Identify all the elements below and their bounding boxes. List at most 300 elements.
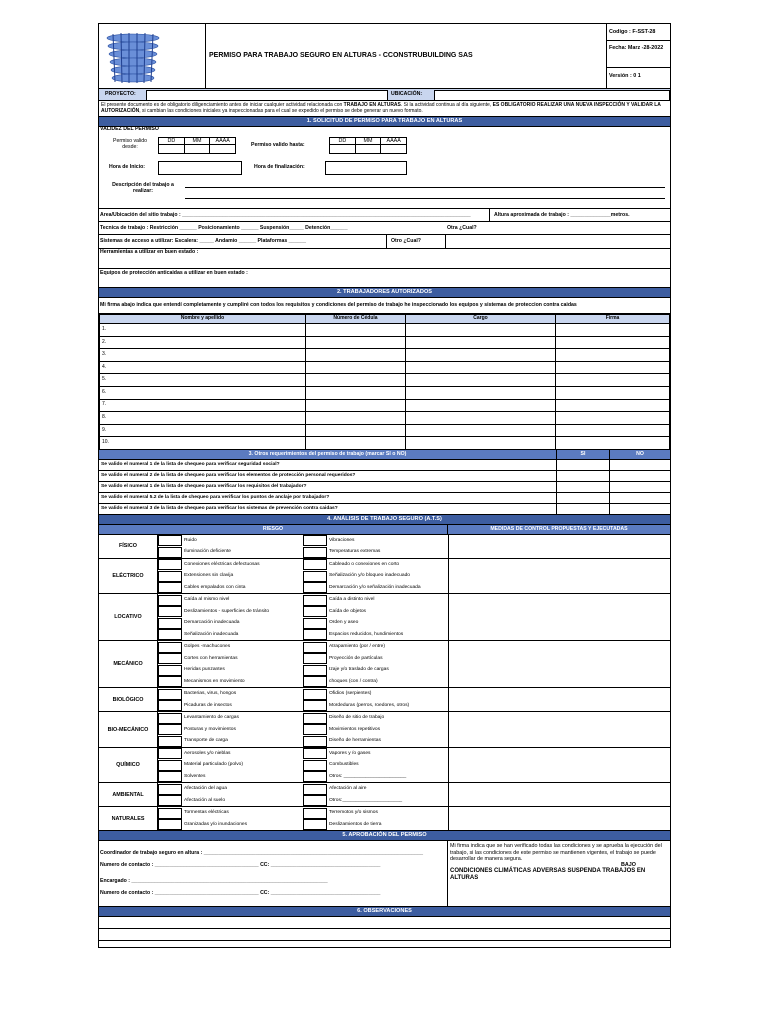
- risk-group-name: NATURALES: [99, 807, 158, 830]
- risk-group: [99, 535, 670, 559]
- worker-cell[interactable]: [406, 399, 556, 412]
- risk-item: [303, 642, 448, 653]
- risk-item-label: Ruido: [184, 537, 197, 543]
- risk-checkbox[interactable]: [158, 808, 182, 819]
- worker-cell[interactable]: [306, 324, 406, 337]
- access-row: [99, 235, 670, 249]
- section-4-title: 4. ANÁLISIS DE TRABAJO SEGURO (A.T.S): [99, 515, 670, 525]
- risk-column-left: [158, 748, 303, 783]
- risk-item: [158, 582, 303, 593]
- valid-from-label: Permiso valido desde:: [112, 138, 148, 150]
- risk-checkbox[interactable]: [303, 736, 327, 747]
- worker-cell[interactable]: [556, 437, 670, 450]
- risk-item-label: Ofidios (serpientes): [329, 691, 372, 697]
- requirement-no-cell[interactable]: [609, 504, 670, 514]
- worker-cell[interactable]: [556, 386, 670, 399]
- risk-group: [99, 783, 670, 807]
- risk-checkbox[interactable]: [303, 653, 327, 664]
- risk-checkbox[interactable]: [303, 808, 327, 819]
- risk-item-label: Orden y aseo: [329, 620, 359, 626]
- risk-item: [158, 784, 303, 795]
- risk-item: [303, 547, 448, 558]
- risk-checkbox[interactable]: [158, 748, 182, 759]
- validity-block: [99, 127, 670, 209]
- company-logo: [99, 24, 206, 88]
- worker-cell[interactable]: [406, 324, 556, 337]
- risk-item-label: Heridas punzantes: [184, 667, 225, 673]
- risk-item: [158, 795, 303, 806]
- requirement-text: Se valido el numeral 1 de la lista de chequeo para verificar seguridad social?: [101, 461, 280, 467]
- worker-row[interactable]: [100, 399, 670, 412]
- risk-checkbox[interactable]: [158, 771, 182, 782]
- requirement-text: Se valido el numeral 3 de la lista de chequeo para verificar los sistemas de prevención contra caidas?: [101, 505, 338, 511]
- risk-item-label: Aerosoles y/o nieblas: [184, 750, 231, 756]
- requirement-yes-cell[interactable]: [556, 471, 609, 481]
- requirement-no-cell[interactable]: [609, 471, 670, 481]
- requirement-no-cell[interactable]: [609, 482, 670, 492]
- risk-item: [303, 676, 448, 687]
- risk-item-label: Transporte de carga: [184, 738, 228, 744]
- risk-item-label: Demarcación y/o señalización inadecuada: [329, 584, 421, 590]
- risk-group-name: FÍSICO: [99, 535, 158, 558]
- risk-item: [158, 653, 303, 664]
- project-row: [99, 89, 670, 101]
- risk-column-right: [303, 688, 448, 711]
- risk-checkbox[interactable]: [303, 819, 327, 830]
- worker-cell[interactable]: [556, 424, 670, 437]
- risk-group-name: BIOLÓGICO: [99, 688, 158, 711]
- requirement-no-cell[interactable]: [609, 493, 670, 503]
- risk-item: [303, 784, 448, 795]
- control-measures-cell[interactable]: [448, 688, 670, 711]
- risk-item-label: Extensiones sin clavija: [184, 573, 234, 579]
- risk-item-label: Diseño de sitio de trabajo: [329, 715, 385, 721]
- worker-row-number[interactable]: 3.: [100, 349, 306, 362]
- risk-checkbox[interactable]: [158, 784, 182, 795]
- col-id: Número de Cédula: [306, 315, 406, 324]
- coordinator-line[interactable]: Coordinador de trabajo seguro en altura : ____________________________________________________________________________: [100, 850, 424, 857]
- observations-line-3[interactable]: [99, 941, 670, 947]
- risk-checkbox[interactable]: [158, 689, 182, 700]
- technique-row: [99, 222, 670, 235]
- risk-checkbox[interactable]: [158, 571, 182, 582]
- risk-item: [303, 771, 448, 782]
- worker-row[interactable]: [100, 437, 670, 450]
- risk-item: [303, 582, 448, 593]
- description-line-1[interactable]: [185, 187, 665, 188]
- yes-header: SI: [556, 450, 609, 459]
- worker-row[interactable]: [100, 386, 670, 399]
- worker-cell[interactable]: [406, 374, 556, 387]
- worker-cell[interactable]: [306, 349, 406, 362]
- control-measures-cell[interactable]: [448, 783, 670, 806]
- risk-checkbox[interactable]: [158, 582, 182, 593]
- access-label[interactable]: Sistemas de acceso a utilizar: Escalera: _____ Andamio ______ Plataformas ______: [100, 238, 306, 244]
- col-signature: Firma: [556, 315, 670, 324]
- risk-checkbox[interactable]: [303, 595, 327, 606]
- end-time-label: Hora de finalización:: [254, 164, 305, 170]
- equipment-label[interactable]: Equipos de protección anticaidas a utilizar en buen estado :: [100, 270, 248, 276]
- worker-cell[interactable]: [306, 374, 406, 387]
- risk-item-label: Atrapamiento (por / entre): [329, 644, 385, 650]
- requirement-yes-cell[interactable]: [556, 504, 609, 514]
- workers-statement: Mi firma abajo indica que entendí completamente y cumpliré con todos los requisitos y condiciones del permiso de trabajo he inspeccionado los equipos y sistemas de proteccion contra caidas: [99, 298, 670, 314]
- risk-checkbox[interactable]: [303, 642, 327, 653]
- risk-item: [303, 571, 448, 582]
- risk-checkbox[interactable]: [158, 676, 182, 687]
- worker-row-number[interactable]: 4.: [100, 361, 306, 374]
- height-label[interactable]: Altura aproximada de trabajo : ______________metros.: [494, 212, 630, 218]
- risk-column-left: [158, 783, 303, 806]
- risk-column-right: [303, 783, 448, 806]
- risk-item-label: Otros: _______________________: [329, 773, 407, 779]
- risk-item-label: Afectación al suelo: [184, 797, 226, 803]
- worker-row-number[interactable]: 9.: [100, 424, 306, 437]
- risk-item-label: Caída al mismo nivel: [184, 597, 230, 603]
- worker-cell[interactable]: [306, 437, 406, 450]
- area-row: [99, 209, 670, 222]
- worker-row-number[interactable]: 8.: [100, 412, 306, 425]
- risk-column-left: [158, 712, 303, 747]
- section-3-title-row: [99, 450, 670, 460]
- worker-cell[interactable]: [306, 361, 406, 374]
- risk-item: [303, 618, 448, 629]
- description-line-2[interactable]: [185, 198, 665, 199]
- section-3-title: 3. Otros requerimientos del permiso de trabajo (marcar SI o NO): [248, 450, 407, 457]
- risk-item: [158, 595, 303, 606]
- risk-item-label: Deslizamientos de tierra: [329, 821, 382, 827]
- worker-cell[interactable]: [556, 349, 670, 362]
- risk-group: [99, 712, 670, 748]
- risk-checkbox[interactable]: [303, 582, 327, 593]
- requirement-row: [99, 493, 670, 504]
- risk-item-label: Granizadas y/o inundaciones: [184, 821, 248, 827]
- form-code: Codigo : F-SST-28: [607, 24, 670, 41]
- risk-column-right: [303, 535, 448, 558]
- risk-item-label: Levantamiento de cargas: [184, 715, 239, 721]
- worker-cell[interactable]: [306, 386, 406, 399]
- risk-column-left: [158, 688, 303, 711]
- worker-row[interactable]: [100, 336, 670, 349]
- tools-label[interactable]: Herramientas a utilizar en buen estado :: [100, 249, 199, 255]
- end-time-field[interactable]: [325, 161, 407, 175]
- risk-checkbox[interactable]: [303, 606, 327, 617]
- risk-item: [158, 700, 303, 711]
- risk-item-label: Iluminación deficiente: [184, 549, 232, 555]
- start-time-field[interactable]: [158, 161, 242, 175]
- form-title: PERMISO PARA TRABAJO SEGURO EN ALTURAS - CCONSTRUBUILDING SAS: [209, 52, 473, 59]
- risk-item-label: Caída de objetos: [329, 608, 366, 614]
- risk-item: [158, 618, 303, 629]
- risk-item: [303, 665, 448, 676]
- worker-cell[interactable]: [556, 324, 670, 337]
- risk-checkbox[interactable]: [303, 748, 327, 759]
- valid-from-date[interactable]: DD MM AAAA: [158, 137, 236, 154]
- risk-checkbox[interactable]: [303, 547, 327, 558]
- requirement-yes-cell[interactable]: [556, 493, 609, 503]
- risk-column-right: [303, 807, 448, 830]
- risk-checkbox[interactable]: [303, 618, 327, 629]
- risk-item: [158, 808, 303, 819]
- control-measures-cell[interactable]: [448, 712, 670, 747]
- risk-group: [99, 748, 670, 784]
- risk-item-label: Posturas y movimientos: [184, 726, 236, 732]
- section-6-title: 6. OBSERVACIONES: [99, 907, 670, 917]
- risk-item-label: Caída a distinto nivel: [329, 597, 375, 603]
- risk-column-right: [303, 594, 448, 640]
- requirement-row: [99, 482, 670, 493]
- risk-checkbox[interactable]: [158, 795, 182, 806]
- risk-column-left: [158, 807, 303, 830]
- risk-item-label: Izaje y/o traslado de cargas: [329, 667, 389, 673]
- worker-cell[interactable]: [306, 424, 406, 437]
- start-time-label: Hora de Inicio:: [109, 164, 146, 170]
- area-label[interactable]: Area/Ubicación del sitio trabajo : ____________________________________________________________________________________________________: [100, 212, 471, 218]
- risk-item: [303, 795, 448, 806]
- risk-item: [158, 606, 303, 617]
- risk-checkbox[interactable]: [158, 653, 182, 664]
- valid-to-date[interactable]: DD MM AAAA: [329, 137, 407, 154]
- risk-item: [303, 595, 448, 606]
- requirement-yes-cell[interactable]: [556, 482, 609, 492]
- worker-cell[interactable]: [406, 349, 556, 362]
- risk-item: [158, 665, 303, 676]
- risk-item-label: Vapores y /o gases: [329, 750, 371, 756]
- worker-row[interactable]: [100, 374, 670, 387]
- worker-row-number[interactable]: 7.: [100, 399, 306, 412]
- risk-checkbox[interactable]: [158, 700, 182, 711]
- risk-item: [303, 700, 448, 711]
- observations-line-1[interactable]: [99, 917, 670, 929]
- worker-cell[interactable]: [406, 412, 556, 425]
- worker-cell[interactable]: [556, 412, 670, 425]
- other-technique-label[interactable]: Otra ¿Cual?: [447, 225, 477, 231]
- risk-item: [158, 724, 303, 735]
- no-header: NO: [609, 450, 670, 459]
- project-field[interactable]: [146, 90, 388, 101]
- risk-checkbox[interactable]: [158, 559, 182, 570]
- risk-item: [303, 736, 448, 747]
- worker-cell[interactable]: [406, 336, 556, 349]
- worker-cell[interactable]: [406, 386, 556, 399]
- supervisor-line[interactable]: Encargado : ____________________________________________________________________: [100, 878, 328, 885]
- risk-checkbox[interactable]: [303, 629, 327, 640]
- risk-checkbox[interactable]: [303, 784, 327, 795]
- risk-checkbox[interactable]: [158, 724, 182, 735]
- worker-cell[interactable]: [306, 399, 406, 412]
- description-label: Descripción del trabajo a realizar:: [112, 182, 174, 194]
- risk-column-right: [303, 712, 448, 747]
- worker-row[interactable]: [100, 324, 670, 337]
- worker-row[interactable]: [100, 349, 670, 362]
- worker-row-number[interactable]: 1.: [100, 324, 306, 337]
- col-name: Nombre y apellido: [100, 315, 306, 324]
- risk-group-name: ELÉCTRICO: [99, 559, 158, 594]
- observations-line-2[interactable]: [99, 929, 670, 941]
- risk-item-label: Espacios reducidos, hundimientos: [329, 631, 404, 637]
- risk-group: [99, 688, 670, 712]
- risk-item: [158, 748, 303, 759]
- risk-checkbox[interactable]: [158, 618, 182, 629]
- risk-checkbox[interactable]: [303, 689, 327, 700]
- risk-item: [303, 760, 448, 771]
- risk-checkbox[interactable]: [158, 595, 182, 606]
- risk-checkbox[interactable]: [158, 819, 182, 830]
- risk-item: [158, 642, 303, 653]
- risk-checkbox[interactable]: [158, 665, 182, 676]
- risk-checkbox[interactable]: [303, 571, 327, 582]
- requirement-yes-cell[interactable]: [556, 460, 609, 470]
- technique-label[interactable]: Tecnica de trabajo : Restricción ______ Posicionamiento ______ Suspensión_____ Detención______: [100, 225, 348, 231]
- risk-groups: [99, 535, 670, 832]
- requirement-no-cell[interactable]: [609, 460, 670, 470]
- risk-checkbox[interactable]: [303, 724, 327, 735]
- risk-checkbox[interactable]: [303, 795, 327, 806]
- form-version: Versión : 0 1: [609, 73, 641, 79]
- risk-checkbox[interactable]: [158, 629, 182, 640]
- location-field[interactable]: [434, 90, 670, 101]
- risk-checkbox[interactable]: [303, 559, 327, 570]
- worker-row-number[interactable]: 2.: [100, 336, 306, 349]
- risk-column-left: [158, 641, 303, 687]
- risk-group-name: BIO-MECÁNICO: [99, 712, 158, 747]
- risk-item-label: Mordeduras (perros, roedores, otros): [329, 702, 410, 708]
- approval-block: [99, 841, 670, 907]
- risk-item: [303, 689, 448, 700]
- control-measures-cell[interactable]: [448, 641, 670, 687]
- risk-item-label: Bacterias, virus, hongos: [184, 691, 237, 697]
- section-2-title: 2. TRABAJADORES AUTORIZADOS: [99, 288, 670, 298]
- form-header: [99, 24, 670, 89]
- contact-line-1[interactable]: Numero de contacto : ____________________________________ CC: ______________________________________: [100, 862, 381, 869]
- risk-item-label: Mecanismos en movimiento: [184, 678, 245, 684]
- control-measures-cell[interactable]: [448, 535, 670, 558]
- risk-item-label: Material particulado (polvo): [184, 762, 243, 768]
- risk-group: [99, 559, 670, 595]
- risk-item-label: Cables empalados con cinta: [184, 584, 246, 590]
- risk-item-label: Conexiones eléctricas defectuosas: [184, 561, 260, 567]
- risk-item: [158, 559, 303, 570]
- risk-checkbox[interactable]: [303, 771, 327, 782]
- risk-checkbox[interactable]: [158, 736, 182, 747]
- risk-item: [158, 713, 303, 724]
- risk-item: [303, 535, 448, 546]
- worker-row[interactable]: [100, 361, 670, 374]
- risk-item: [158, 547, 303, 558]
- valid-to-label: Permiso valido hasta:: [251, 142, 305, 148]
- risk-item-label: Señalización inadecuada: [184, 631, 239, 637]
- risk-group: [99, 807, 670, 831]
- risk-item-label: Combustibles: [329, 762, 359, 768]
- risk-header: RIESGO: [262, 525, 284, 532]
- risk-item: [158, 689, 303, 700]
- risk-item: [303, 748, 448, 759]
- risk-column-left: [158, 559, 303, 594]
- worker-cell[interactable]: [406, 437, 556, 450]
- risk-item-label: Cortes con herramientas: [184, 655, 238, 661]
- risk-checkbox[interactable]: [158, 547, 182, 558]
- requirement-row: [99, 504, 670, 515]
- worker-row-number[interactable]: 10.: [100, 437, 306, 450]
- approval-statement: Mi firma indica que se han verificado todas las condiciones y se aprueba la ejecución del trabajo, si las condiciones de este permiso se mantienen vigentes, el trabajo se puede desarrollar de manera segura. BAJO CONDICIONES CLIMÁTICAS ADVERSAS SUSPENDA TRABAJOS EN ALTURAS: [450, 843, 662, 882]
- risk-item: [303, 808, 448, 819]
- risk-item-label: Deslizamientos - superficies de tránsito: [184, 608, 270, 614]
- risk-group-name: MECÁNICO: [99, 641, 158, 687]
- risk-item: [303, 713, 448, 724]
- risk-checkbox[interactable]: [303, 760, 327, 771]
- tools-row: [99, 249, 670, 269]
- risk-item: [158, 629, 303, 640]
- risk-item: [158, 676, 303, 687]
- worker-cell[interactable]: [406, 424, 556, 437]
- project-label: PROYECTO:: [105, 91, 136, 97]
- risk-checkbox[interactable]: [158, 535, 182, 546]
- risk-checkbox[interactable]: [303, 700, 327, 711]
- risk-item-label: Temperaturas extremas: [329, 549, 381, 555]
- form-date: Fecha: Marz -28-2022: [607, 41, 670, 68]
- risk-checkbox[interactable]: [303, 665, 327, 676]
- risk-checkbox[interactable]: [303, 535, 327, 546]
- worker-cell[interactable]: [406, 361, 556, 374]
- control-measures-cell[interactable]: [448, 594, 670, 640]
- risk-checkbox[interactable]: [158, 760, 182, 771]
- control-measures-cell[interactable]: [448, 807, 670, 830]
- risk-checkbox[interactable]: [158, 642, 182, 653]
- risk-checkbox[interactable]: [303, 713, 327, 724]
- risk-checkbox[interactable]: [303, 676, 327, 687]
- requirements-list: [99, 460, 670, 515]
- worker-row[interactable]: [100, 412, 670, 425]
- worker-cell[interactable]: [556, 361, 670, 374]
- risk-item-label: Movimientos repetitivos: [329, 726, 381, 732]
- risk-item-label: Picaduras de insectos: [184, 702, 232, 708]
- worker-row-number[interactable]: 5.: [100, 374, 306, 387]
- form-metadata: [606, 24, 670, 88]
- risk-item-label: Proyección de partículas: [329, 655, 383, 661]
- risk-item-label: Vibraciones: [329, 537, 355, 543]
- risk-column-right: [303, 641, 448, 687]
- worker-cell[interactable]: [556, 336, 670, 349]
- risk-item-label: Tormentas eléctricas: [184, 810, 229, 816]
- section-1-title: 1. SOLICITUD DE PERMISO PARA TRABAJO EN ALTURAS: [99, 117, 670, 127]
- other-access-label[interactable]: Otro ¿Cual?: [391, 238, 421, 244]
- risk-group: [99, 641, 670, 688]
- risk-item-label: Otros:______________________: [329, 797, 403, 803]
- location-label: UBICACIÓN:: [391, 91, 423, 97]
- risk-item: [303, 606, 448, 617]
- worker-row-number[interactable]: 6.: [100, 386, 306, 399]
- risk-column-right: [303, 559, 448, 594]
- worker-cell[interactable]: [306, 412, 406, 425]
- risk-item: [303, 653, 448, 664]
- risk-item: [303, 559, 448, 570]
- control-measures-cell[interactable]: [448, 559, 670, 594]
- worker-cell[interactable]: [306, 336, 406, 349]
- risk-group-name: AMBIENTAL: [99, 783, 158, 806]
- risk-group-name: QUÍMICO: [99, 748, 158, 783]
- contact-line-2[interactable]: Numero de contacto : ____________________________________ CC: ______________________________________: [100, 890, 381, 897]
- worker-cell[interactable]: [556, 399, 670, 412]
- worker-row[interactable]: [100, 424, 670, 437]
- risk-item-label: Golpes -machucones: [184, 644, 231, 650]
- risk-checkbox[interactable]: [158, 606, 182, 617]
- risk-item: [303, 819, 448, 830]
- requirement-text: Se valido el numeral 1 de la lista de chequeo para verificar los requisitos del trabajador?: [101, 483, 307, 489]
- risk-checkbox[interactable]: [158, 713, 182, 724]
- worker-cell[interactable]: [556, 374, 670, 387]
- ats-header: [99, 525, 670, 535]
- control-measures-cell[interactable]: [448, 748, 670, 783]
